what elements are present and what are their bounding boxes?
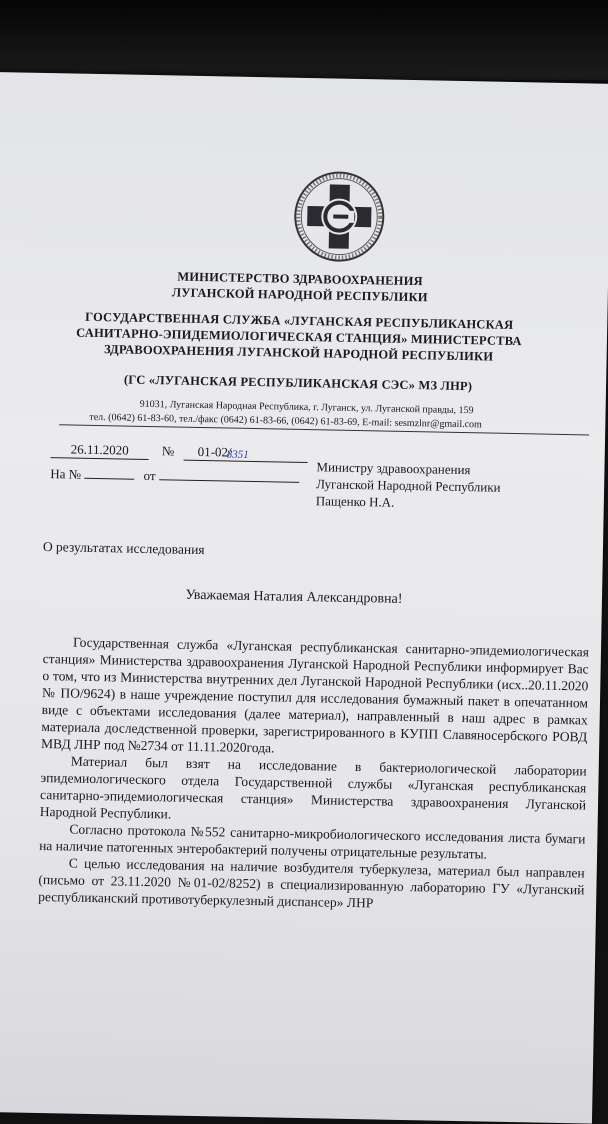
seal-emblem-icon xyxy=(292,170,386,264)
recipient-block xyxy=(316,458,501,513)
organization-title-line1: ГОСУДАРСТВЕННАЯ СЛУЖБА «ЛУГАНСКАЯ РЕСПУБЛИКАНСКАЯ xyxy=(85,309,514,332)
ministry-title-line1: МИНИСТЕРСТВО ЗДРАВООХРАНЕНИЯ xyxy=(177,269,423,289)
reference-number-blank xyxy=(84,478,134,480)
letter-date: 26.11.2020 xyxy=(51,441,149,460)
recipient-line: Пащенко Н.А. xyxy=(315,493,395,510)
body-paragraph: Согласно протокола №552 санитарно-микробиологического исследования листа бумаги на наличие патогенных энтеробактерий получены отрицательные результаты. xyxy=(39,821,586,862)
incoming-reference xyxy=(50,466,299,487)
greeting: Уважаемая Наталия Александровна! xyxy=(185,587,403,607)
organization-contacts: тел. (0642) 61-83-60, тел./факс (0642) 61-83-66, (0642) 61-83-69, E-mail: sesmzlnr@gmail.com xyxy=(89,411,482,431)
letter-page xyxy=(0,72,608,1124)
number-label: № xyxy=(161,443,175,459)
organization-title-line3: ЗДРАВООХРАНЕНИЯ ЛУГАНСКОЙ НАРОДНОЙ РЕСПУБЛИКИ xyxy=(103,342,494,364)
body-paragraph: Государственная служба «Луганская республиканская санитарно-эпидемиологическая станция» Министерства здравоохранения Луганской Народной Республики информирует Вас о том, что из Министерства внутренних дел Луганской Народной Республики (исх..20.11.2020 № ПО/9624) в наше учреждение поступил для исследования бумажный пакет в опечатанном виде с объектами исследования (далее материал), направленный в наш адрес в рамках материала доследственной проверки, зарегистрированного в КУПП Славяносербского РОВД МВД ЛНР под №2734 от 11.11.2020года. xyxy=(40,634,590,756)
body-paragraph: С целью исследования на наличие возбудителя туберкулеза, материал был направлен (письмо от 23.11.2020 №01-02/8252) в специализированную лабораторию ГУ «Луганский республиканский противотуберкулезный диспансер» ЛНР xyxy=(38,855,585,911)
recipient-line: Министру здравоохранения xyxy=(316,459,471,478)
body-paragraph: Материал был взят на исследование в бактериологической лаборатории эпидемиологического отдела Государственной службы «Луганская республиканская санитарно-эпидемиологическая станция» Министерства здравоохранения Луганской Народной Республики. xyxy=(39,753,587,822)
letter-subject: О результатах исследования xyxy=(42,538,205,558)
letter-body xyxy=(38,633,589,915)
handwritten-number: 8351 xyxy=(226,448,249,461)
recipient-line: Луганской Народной Республики xyxy=(316,476,501,495)
organization-title-line2: САНИТАРНО-ЭПИДЕМИОЛОГИЧЕСКАЯ СТАНЦИЯ» МИНИСТЕРСТВА xyxy=(76,325,522,349)
reference-date-blank xyxy=(159,479,299,483)
organization-address: 91031, Луганская Народная Республика, г. Луганск, ул. Луганской правды, 159 xyxy=(139,398,474,417)
ministry-title-line2: ЛУГАНСКОЙ НАРОДНОЙ РЕСПУБЛИКИ xyxy=(171,285,428,305)
organization-abbreviation: (ГС «ЛУГАНСКАЯ РЕСПУБЛИКАНСКАЯ СЭС» МЗ ЛНР) xyxy=(123,372,473,394)
outgoing-reference xyxy=(51,441,308,463)
background-dark-area xyxy=(0,0,608,80)
letter-number-prefix: 01-02/ xyxy=(197,443,232,460)
reference-label: На № xyxy=(50,466,82,482)
from-label: от xyxy=(143,467,156,484)
